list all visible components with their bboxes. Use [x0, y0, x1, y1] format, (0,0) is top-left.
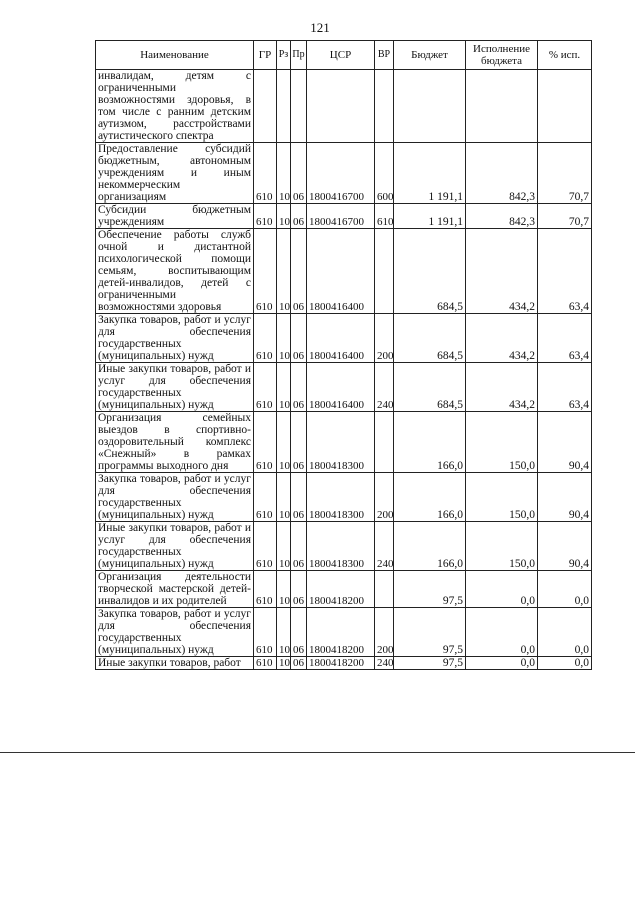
row-name: Обеспечение работы служб очной и дистантной психологической помощи семьям, воспитывающим детей-инвалидов, детей с ограниченными возможностями здоровья — [96, 229, 254, 314]
row-csr: 1800416400 — [307, 363, 375, 412]
row-gr: 610 — [254, 473, 277, 522]
row-csr: 1800418200 — [307, 657, 375, 670]
row-budget: 97,5 — [394, 657, 466, 670]
row-pr: 06 — [291, 314, 307, 363]
row-gr: 610 — [254, 608, 277, 657]
row-csr: 1800416400 — [307, 229, 375, 314]
row-gr: 610 — [254, 314, 277, 363]
row-execution: 0,0 — [466, 608, 538, 657]
row-name: Закупка товаров, работ и услуг для обеспечения государственных (муниципальных) нужд — [96, 608, 254, 657]
row-pr: 06 — [291, 571, 307, 608]
row-rz: 10 — [277, 229, 291, 314]
row-csr: 1800418200 — [307, 608, 375, 657]
row-vr: 200 — [375, 608, 394, 657]
row-budget: 684,5 — [394, 314, 466, 363]
row-execution: 842,3 — [466, 143, 538, 204]
row-rz: 10 — [277, 412, 291, 473]
header-gr: ГР — [254, 41, 277, 70]
row-rz: 10 — [277, 608, 291, 657]
row-budget — [394, 70, 466, 143]
table-body — [96, 70, 592, 670]
row-vr — [375, 229, 394, 314]
row-percent: 70,7 — [538, 204, 592, 229]
header-budget: Бюджет — [394, 41, 466, 70]
row-budget: 166,0 — [394, 522, 466, 571]
row-csr: 1800418300 — [307, 522, 375, 571]
table-row — [96, 70, 592, 143]
row-pr: 06 — [291, 229, 307, 314]
row-percent: 90,4 — [538, 522, 592, 571]
row-gr: 610 — [254, 143, 277, 204]
row-rz: 10 — [277, 314, 291, 363]
row-gr: 610 — [254, 204, 277, 229]
header-pr: Пр — [291, 41, 307, 70]
row-rz: 10 — [277, 473, 291, 522]
row-vr: 240 — [375, 522, 394, 571]
row-execution: 150,0 — [466, 473, 538, 522]
row-budget: 97,5 — [394, 608, 466, 657]
row-name: Иные закупки товаров, работ — [96, 657, 254, 670]
header-name: Наименование — [96, 41, 254, 70]
row-rz: 10 — [277, 143, 291, 204]
row-csr: 1800418200 — [307, 571, 375, 608]
table-header-row — [96, 41, 592, 70]
row-percent: 0,0 — [538, 608, 592, 657]
row-rz: 10 — [277, 363, 291, 412]
row-rz: 10 — [277, 522, 291, 571]
row-vr: 200 — [375, 473, 394, 522]
table-row — [96, 412, 592, 473]
row-gr: 610 — [254, 571, 277, 608]
header-execution: Исполнение бюджета — [466, 41, 538, 70]
header-percent: % исп. — [538, 41, 592, 70]
row-pr: 06 — [291, 143, 307, 204]
row-execution: 0,0 — [466, 571, 538, 608]
table-row — [96, 229, 592, 314]
row-pr — [291, 70, 307, 143]
row-name: Закупка товаров, работ и услуг для обеспечения государственных (муниципальных) нужд — [96, 473, 254, 522]
row-gr: 610 — [254, 522, 277, 571]
table-row — [96, 473, 592, 522]
row-percent: 0,0 — [538, 571, 592, 608]
table-row — [96, 314, 592, 363]
table-row — [96, 608, 592, 657]
row-execution: 842,3 — [466, 204, 538, 229]
row-vr — [375, 70, 394, 143]
row-pr: 06 — [291, 522, 307, 571]
row-vr — [375, 571, 394, 608]
row-percent: 0,0 — [538, 657, 592, 670]
row-budget: 684,5 — [394, 229, 466, 314]
row-gr: 610 — [254, 229, 277, 314]
row-execution: 150,0 — [466, 412, 538, 473]
row-budget: 166,0 — [394, 473, 466, 522]
row-vr: 200 — [375, 314, 394, 363]
row-execution — [466, 70, 538, 143]
row-pr: 06 — [291, 363, 307, 412]
row-vr: 600 — [375, 143, 394, 204]
row-percent: 63,4 — [538, 314, 592, 363]
row-csr — [307, 70, 375, 143]
row-name: Закупка товаров, работ и услуг для обеспечения государственных (муниципальных) нужд — [96, 314, 254, 363]
row-budget: 1 191,1 — [394, 143, 466, 204]
row-execution: 434,2 — [466, 229, 538, 314]
row-pr: 06 — [291, 473, 307, 522]
row-name: инвалидам, детям с ограниченными возможностями здоровья, в том числе с ранним детским аутизмом, расстройствами аутистического спектра — [96, 70, 254, 143]
row-rz — [277, 70, 291, 143]
header-rz: Рз — [277, 41, 291, 70]
table-row — [96, 522, 592, 571]
header-vr: ВР — [375, 41, 394, 70]
row-csr: 1800416400 — [307, 314, 375, 363]
row-gr: 610 — [254, 412, 277, 473]
row-rz: 10 — [277, 204, 291, 229]
row-percent: 90,4 — [538, 412, 592, 473]
row-percent: 90,4 — [538, 473, 592, 522]
page-number: 121 — [310, 20, 330, 35]
row-execution: 0,0 — [466, 657, 538, 670]
table-row — [96, 657, 592, 670]
row-percent: 70,7 — [538, 143, 592, 204]
row-vr: 240 — [375, 657, 394, 670]
row-csr: 1800416700 — [307, 143, 375, 204]
row-vr: 240 — [375, 363, 394, 412]
row-percent: 63,4 — [538, 229, 592, 314]
table-row — [96, 204, 592, 229]
row-pr: 06 — [291, 204, 307, 229]
row-rz: 10 — [277, 571, 291, 608]
row-name: Организация деятельности творческой мастерской детей-инвалидов и их родителей — [96, 571, 254, 608]
row-csr: 1800416700 — [307, 204, 375, 229]
row-percent — [538, 70, 592, 143]
table-row — [96, 571, 592, 608]
budget-table — [95, 40, 592, 670]
row-execution: 434,2 — [466, 314, 538, 363]
row-name: Предоставление субсидий бюджетным, автономным учреждениям и иным некоммерческим организациям — [96, 143, 254, 204]
row-rz: 10 — [277, 657, 291, 670]
row-execution: 150,0 — [466, 522, 538, 571]
table-row — [96, 143, 592, 204]
row-name: Организация семейных выездов в спортивно-оздоровительный комплекс «Снежный» в рамках программы выходного дня — [96, 412, 254, 473]
row-budget: 97,5 — [394, 571, 466, 608]
row-budget: 166,0 — [394, 412, 466, 473]
row-pr: 06 — [291, 608, 307, 657]
row-gr — [254, 70, 277, 143]
row-vr: 610 — [375, 204, 394, 229]
row-budget: 1 191,1 — [394, 204, 466, 229]
row-csr: 1800418300 — [307, 412, 375, 473]
row-execution: 434,2 — [466, 363, 538, 412]
row-budget: 684,5 — [394, 363, 466, 412]
table-row — [96, 363, 592, 412]
row-gr: 610 — [254, 657, 277, 670]
row-name: Иные закупки товаров, работ и услуг для обеспечения государственных (муниципальных) нужд — [96, 363, 254, 412]
row-gr: 610 — [254, 363, 277, 412]
header-csr: ЦСР — [307, 41, 375, 70]
row-pr: 06 — [291, 657, 307, 670]
row-name: Иные закупки товаров, работ и услуг для обеспечения государственных (муниципальных) нужд — [96, 522, 254, 571]
footer-divider — [0, 752, 635, 753]
row-name: Субсидии бюджетным учреждениям — [96, 204, 254, 229]
row-percent: 63,4 — [538, 363, 592, 412]
row-csr: 1800418300 — [307, 473, 375, 522]
row-pr: 06 — [291, 412, 307, 473]
row-vr — [375, 412, 394, 473]
